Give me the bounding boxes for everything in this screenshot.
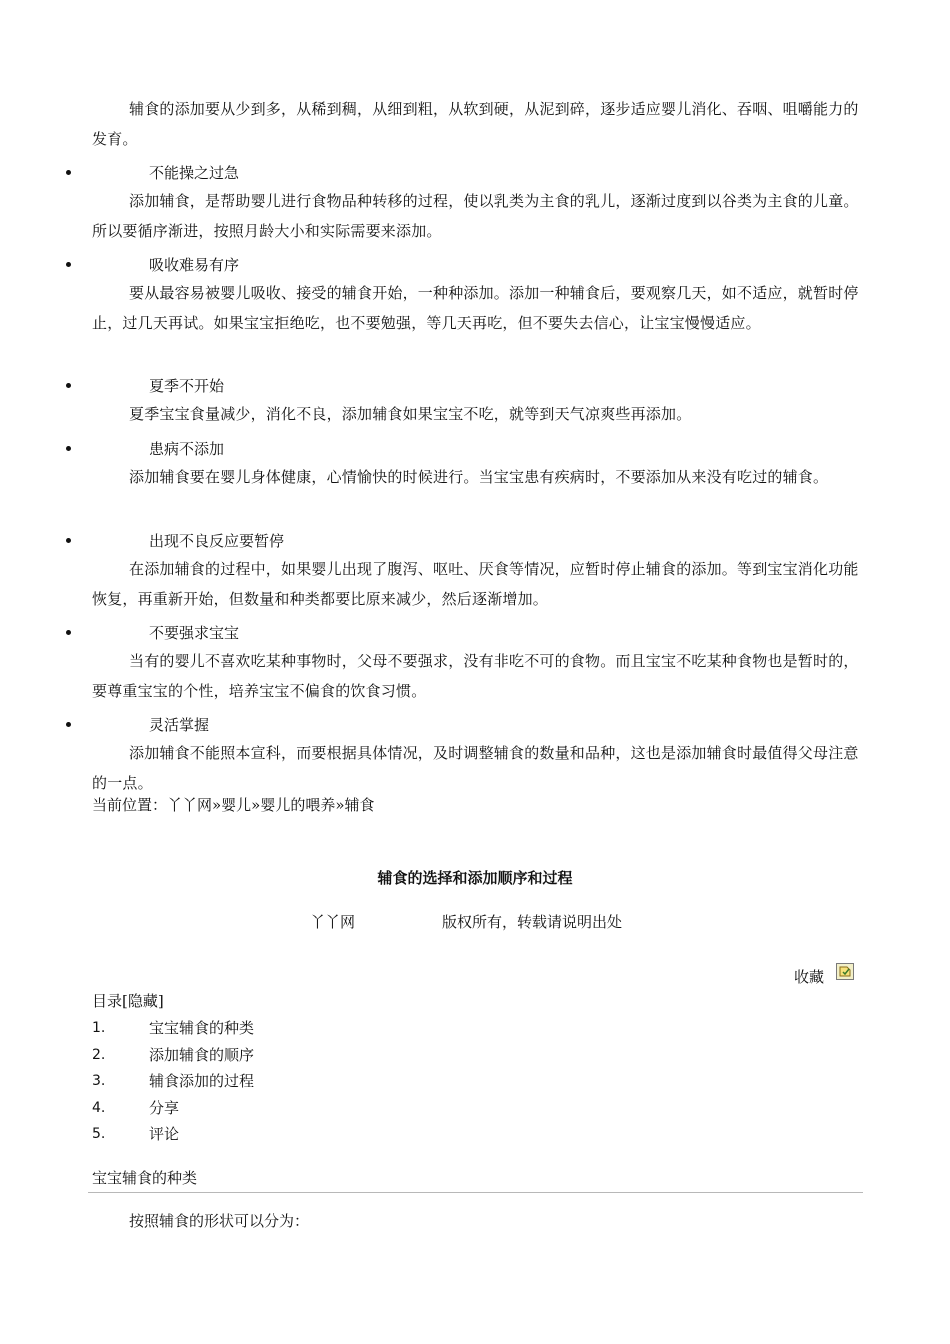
breadcrumb[interactable]: 当前位置：丫丫网»婴儿»婴儿的喂养»辅食 bbox=[92, 796, 375, 814]
bullet-icon bbox=[66, 538, 71, 543]
bullet-icon bbox=[66, 630, 71, 635]
principle-text: 当有的婴儿不喜欢吃某种事物时，父母不要强求，没有非吃不可的食物。而且宝宝不吃某种食物也是暂时的，要尊重宝宝的个性，培养宝宝不偏食的饮食习惯。 bbox=[92, 652, 859, 700]
principle-title: 患病不添加 bbox=[149, 440, 225, 458]
principle-item-4 bbox=[60, 438, 860, 460]
toc-link[interactable]: 分享 bbox=[149, 1099, 180, 1117]
principle-text: 夏季宝宝食量减少，消化不良，添加辅食如果宝宝不吃，就等到天气凉爽些再添加。 bbox=[129, 405, 692, 423]
principle-item-7 bbox=[60, 714, 860, 736]
principle-item-6 bbox=[60, 622, 860, 644]
principle-item-1 bbox=[60, 162, 860, 184]
principle-title: 灵活掌握 bbox=[149, 716, 210, 734]
toc-link[interactable]: 添加辅食的顺序 bbox=[149, 1046, 255, 1064]
toc-link[interactable]: 评论 bbox=[149, 1125, 180, 1143]
toc-number: 5. bbox=[92, 1126, 106, 1142]
principle-text: 添加辅食，是帮助婴儿进行食物品种转移的过程，使以乳类为主食的乳儿，逐渐过度到以谷类为主食的儿童。所以要循序渐进，按照月龄大小和实际需要来添加。 bbox=[92, 192, 859, 240]
principle-text: 要从最容易被婴儿吸收、接受的辅食开始，一种种添加。添加一种辅食后，要观察几天，如不适应，就暂时停止，过几天再试。如果宝宝拒绝吃，也不要勉强，等几天再吃，但不要失去信心，让宝宝慢慢适应。 bbox=[92, 284, 859, 332]
principle-title: 不要强求宝宝 bbox=[149, 624, 240, 642]
principle-item-3 bbox=[60, 375, 860, 397]
intro-paragraph: 辅食的添加要从少到多，从稀到稠，从细到粗，从软到硬，从泥到碎，逐步适应婴儿消化、吞咽、咀嚼能力的发育。 bbox=[92, 100, 859, 148]
byline-site[interactable]: 丫丫网 bbox=[310, 913, 356, 931]
toc-link[interactable]: 辅食添加的过程 bbox=[149, 1072, 255, 1090]
toc-link[interactable]: 宝宝辅食的种类 bbox=[149, 1019, 255, 1037]
toc-number: 4. bbox=[92, 1100, 106, 1116]
toc-number: 1. bbox=[92, 1020, 106, 1036]
copyright-notice: 版权所有，转载请说明出处 bbox=[442, 913, 623, 931]
bullet-icon bbox=[66, 262, 71, 267]
principle-title: 出现不良反应要暂停 bbox=[149, 532, 285, 550]
article-title: 辅食的选择和添加顺序和过程 bbox=[377, 869, 573, 887]
toc-heading[interactable]: 目录[隐藏] bbox=[92, 992, 164, 1010]
bullet-icon bbox=[66, 722, 71, 727]
principle-item-5 bbox=[60, 530, 860, 552]
section-first-line: 按照辅食的形状可以分为： bbox=[129, 1212, 310, 1230]
principle-title: 不能操之过急 bbox=[149, 164, 240, 182]
toc-number: 3. bbox=[92, 1073, 106, 1089]
principle-title: 夏季不开始 bbox=[149, 377, 225, 395]
principle-text: 添加辅食要在婴儿身体健康，心情愉快的时候进行。当宝宝患有疾病时，不要添加从来没有吃过的辅食。 bbox=[129, 468, 829, 486]
bullet-icon bbox=[66, 446, 71, 451]
section-heading: 宝宝辅食的种类 bbox=[92, 1169, 198, 1187]
favorite-link[interactable]: 收藏 bbox=[794, 968, 825, 986]
bullet-icon bbox=[66, 383, 71, 388]
principle-text: 在添加辅食的过程中，如果婴儿出现了腹泻、呕吐、厌食等情况，应暂时停止辅食的添加。等到宝宝消化功能恢复，再重新开始，但数量和种类都要比原来减少，然后逐渐增加。 bbox=[92, 560, 859, 608]
bookmark-icon[interactable] bbox=[836, 963, 854, 980]
principle-text: 添加辅食不能照本宣科，而要根据具体情况，及时调整辅食的数量和品种，这也是添加辅食时最值得父母注意的一点。 bbox=[92, 744, 859, 792]
principle-title: 吸收难易有序 bbox=[149, 256, 240, 274]
toc-number: 2. bbox=[92, 1047, 106, 1063]
section-divider bbox=[88, 1192, 863, 1193]
bullet-icon bbox=[66, 170, 71, 175]
principle-item-2 bbox=[60, 254, 860, 276]
